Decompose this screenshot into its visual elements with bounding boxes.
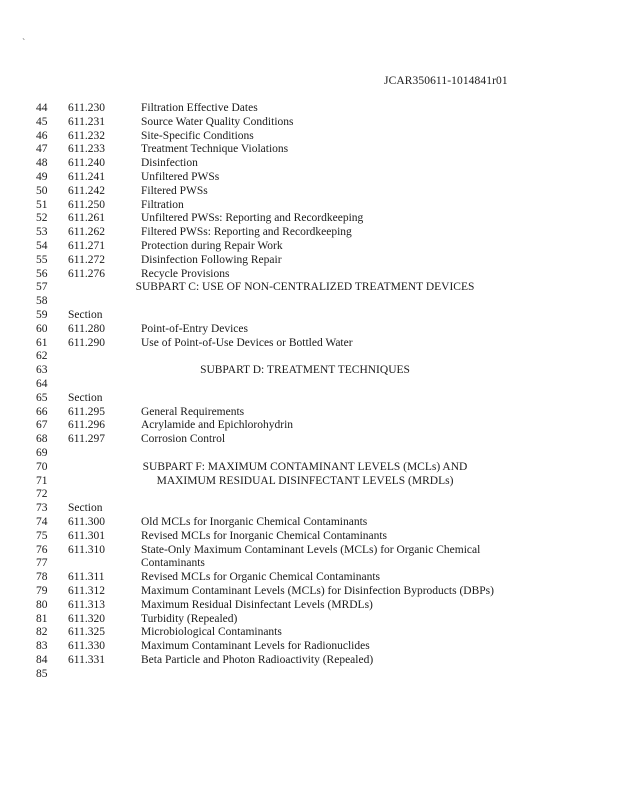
- document-line: [0, 295, 618, 309]
- line-number: 46: [36, 129, 48, 142]
- section-number: Section: [68, 391, 103, 404]
- section-number: 611.290: [68, 336, 105, 349]
- document-line: [0, 199, 618, 213]
- line-number: 53: [36, 226, 48, 239]
- section-number: 611.261: [68, 212, 105, 225]
- subpart-heading: MAXIMUM RESIDUAL DISINFECTANT LEVELS (MRDLs): [156, 474, 454, 487]
- line-number: 44: [36, 102, 48, 114]
- line-number: 59: [36, 309, 48, 321]
- section-number: 611.240: [68, 157, 105, 170]
- line-number: 84: [36, 654, 48, 666]
- section-title: Revised MCLs for Organic Chemical Contaminants: [141, 571, 381, 584]
- line-number: 58: [36, 295, 48, 308]
- section-title: Filtered PWSs: Reporting and Recordkeeping: [141, 226, 352, 239]
- line-number: 80: [36, 598, 48, 611]
- section-title: Maximum Residual Disinfectant Levels (MRDLs): [141, 598, 373, 611]
- line-number: 47: [36, 143, 48, 156]
- line-number: 65: [36, 391, 48, 404]
- section-number: 611.241: [68, 171, 105, 183]
- section-title: Source Water Quality Conditions: [141, 115, 294, 128]
- line-number: 67: [36, 419, 48, 432]
- document-line: [0, 640, 618, 654]
- document-line: [0, 613, 618, 627]
- section-number: 611.330: [68, 640, 105, 653]
- document-line: [0, 309, 618, 323]
- section-number: 611.296: [68, 419, 105, 432]
- line-number: 75: [36, 529, 48, 542]
- section-number: 611.232: [68, 129, 105, 142]
- document-line: [0, 130, 618, 144]
- section-number: 611.295: [68, 405, 105, 418]
- line-number: 45: [36, 115, 48, 128]
- document-line: [0, 212, 618, 226]
- section-title: Filtration Effective Dates: [141, 102, 258, 114]
- document-line: [0, 475, 618, 489]
- stray-mark: `: [22, 38, 26, 49]
- subpart-heading: SUBPART F: MAXIMUM CONTAMINANT LEVELS (MCLs) AND: [142, 460, 468, 473]
- document-line: [0, 599, 618, 613]
- document-line: [0, 226, 618, 240]
- document-line: [0, 254, 618, 268]
- section-title: Corrosion Control: [141, 433, 226, 446]
- document-line: [0, 626, 618, 640]
- line-number: 57: [36, 281, 48, 294]
- line-number: 72: [36, 488, 48, 501]
- section-title: Use of Point-of-Use Devices or Bottled Water: [141, 336, 353, 349]
- section-number: 611.297: [68, 433, 105, 446]
- document-line: [0, 585, 618, 599]
- document-line: [0, 350, 618, 364]
- document-id-header: JCAR350611-1014841r01: [384, 75, 508, 87]
- document-line: [0, 143, 618, 157]
- line-number: 52: [36, 212, 48, 225]
- document-line: [0, 378, 618, 392]
- line-number: 48: [36, 157, 48, 170]
- line-number: 54: [36, 240, 48, 252]
- section-title: Protection during Repair Work: [141, 240, 283, 252]
- line-number: 77: [36, 557, 48, 570]
- line-number: 56: [36, 267, 48, 280]
- section-title: Old MCLs for Inorganic Chemical Contaminants: [141, 516, 368, 528]
- section-number: 611.242: [68, 184, 105, 197]
- section-number: 611.262: [68, 226, 105, 239]
- subpart-heading: SUBPART D: TREATMENT TECHNIQUES: [200, 364, 410, 377]
- section-title: Site-Specific Conditions: [141, 129, 254, 142]
- section-title: Maximum Contaminant Levels for Radionuclides: [141, 640, 370, 653]
- document-line: [0, 392, 618, 406]
- document-line: [0, 668, 618, 682]
- line-number: 78: [36, 571, 48, 584]
- section-title: Unfiltered PWSs: Reporting and Recordkeeping: [141, 212, 364, 225]
- section-number: 611.320: [68, 612, 105, 625]
- line-number: 51: [36, 198, 48, 211]
- section-title: Revised MCLs for Inorganic Chemical Contaminants: [141, 529, 388, 542]
- section-number: 611.300: [68, 516, 105, 528]
- document-line: [0, 419, 618, 433]
- line-number: 66: [36, 405, 48, 418]
- section-title: Contaminants: [141, 557, 205, 570]
- section-number: 611.301: [68, 529, 105, 542]
- section-number: 611.310: [68, 543, 105, 556]
- document-line: [0, 447, 618, 461]
- line-number: 70: [36, 460, 48, 473]
- line-number: 69: [36, 447, 48, 459]
- document-line: [0, 116, 618, 130]
- section-title: Turbidity (Repealed): [141, 612, 238, 625]
- document-line: [0, 406, 618, 420]
- document-line: [0, 157, 618, 171]
- section-number: 611.250: [68, 198, 105, 211]
- section-title: Beta Particle and Photon Radioactivity (Repealed): [141, 654, 374, 666]
- document-line: [0, 323, 618, 337]
- line-number: 71: [36, 474, 48, 487]
- document-line: [0, 171, 618, 185]
- section-number: 611.313: [68, 598, 105, 611]
- line-number: 83: [36, 640, 48, 653]
- line-number: 74: [36, 516, 48, 528]
- section-title: Point-of-Entry Devices: [141, 322, 248, 335]
- section-title: Maximum Contaminant Levels (MCLs) for Disinfection Byproducts (DBPs): [141, 585, 494, 597]
- line-number: 79: [36, 585, 48, 597]
- document-line: [0, 433, 618, 447]
- document-line: [0, 516, 618, 530]
- document-line: [0, 240, 618, 254]
- section-title: Unfiltered PWSs: [141, 171, 220, 183]
- line-number: 68: [36, 433, 48, 446]
- section-number: 611.325: [68, 626, 105, 639]
- section-number: 611.276: [68, 267, 105, 280]
- line-number: 73: [36, 502, 48, 515]
- document-line: [0, 571, 618, 585]
- section-title: Filtration: [141, 198, 184, 211]
- document-line: [0, 185, 618, 199]
- section-number: 611.271: [68, 240, 105, 252]
- section-title: Microbiological Contaminants: [141, 626, 282, 639]
- section-number: 611.231: [68, 115, 105, 128]
- section-number: 611.233: [68, 143, 105, 156]
- document-line: [0, 268, 618, 282]
- document-line: [0, 654, 618, 668]
- line-number: 60: [36, 322, 48, 335]
- section-title: Filtered PWSs: [141, 184, 208, 197]
- document-line: [0, 102, 618, 116]
- line-number: 49: [36, 171, 48, 183]
- line-number: 64: [36, 378, 48, 390]
- line-number: 62: [36, 350, 48, 363]
- document-line: [0, 502, 618, 516]
- section-number: 611.280: [68, 322, 105, 335]
- line-number: 55: [36, 253, 48, 266]
- line-number: 85: [36, 667, 48, 680]
- document-line: [0, 557, 618, 571]
- document-line: [0, 281, 618, 295]
- line-number: 61: [36, 336, 48, 349]
- line-number: 82: [36, 626, 48, 639]
- line-number: 50: [36, 184, 48, 197]
- document-line: [0, 530, 618, 544]
- section-number: Section: [68, 309, 103, 321]
- line-number: 81: [36, 612, 48, 625]
- document-line: [0, 337, 618, 351]
- section-number: 611.311: [68, 571, 105, 584]
- section-title: Recycle Provisions: [141, 267, 230, 280]
- document-line: [0, 461, 618, 475]
- line-number: 63: [36, 364, 48, 377]
- document-line: [0, 488, 618, 502]
- section-number: 611.230: [68, 102, 105, 114]
- section-title: General Requirements: [141, 405, 245, 418]
- section-title: Disinfection Following Repair: [141, 253, 282, 266]
- section-number: 611.312: [68, 585, 105, 597]
- section-number: 611.272: [68, 253, 105, 266]
- section-title: Acrylamide and Epichlorohydrin: [141, 419, 294, 432]
- line-number: 76: [36, 543, 48, 556]
- document-line: [0, 544, 618, 558]
- document-line: [0, 364, 618, 378]
- section-title: State-Only Maximum Contaminant Levels (MCLs) for Organic Chemical: [141, 543, 481, 556]
- subpart-heading: SUBPART C: USE OF NON-CENTRALIZED TREATMENT DEVICES: [135, 281, 475, 294]
- section-title: Treatment Technique Violations: [141, 143, 289, 156]
- section-number: Section: [68, 502, 103, 515]
- section-title: Disinfection: [141, 157, 198, 170]
- section-number: 611.331: [68, 654, 105, 666]
